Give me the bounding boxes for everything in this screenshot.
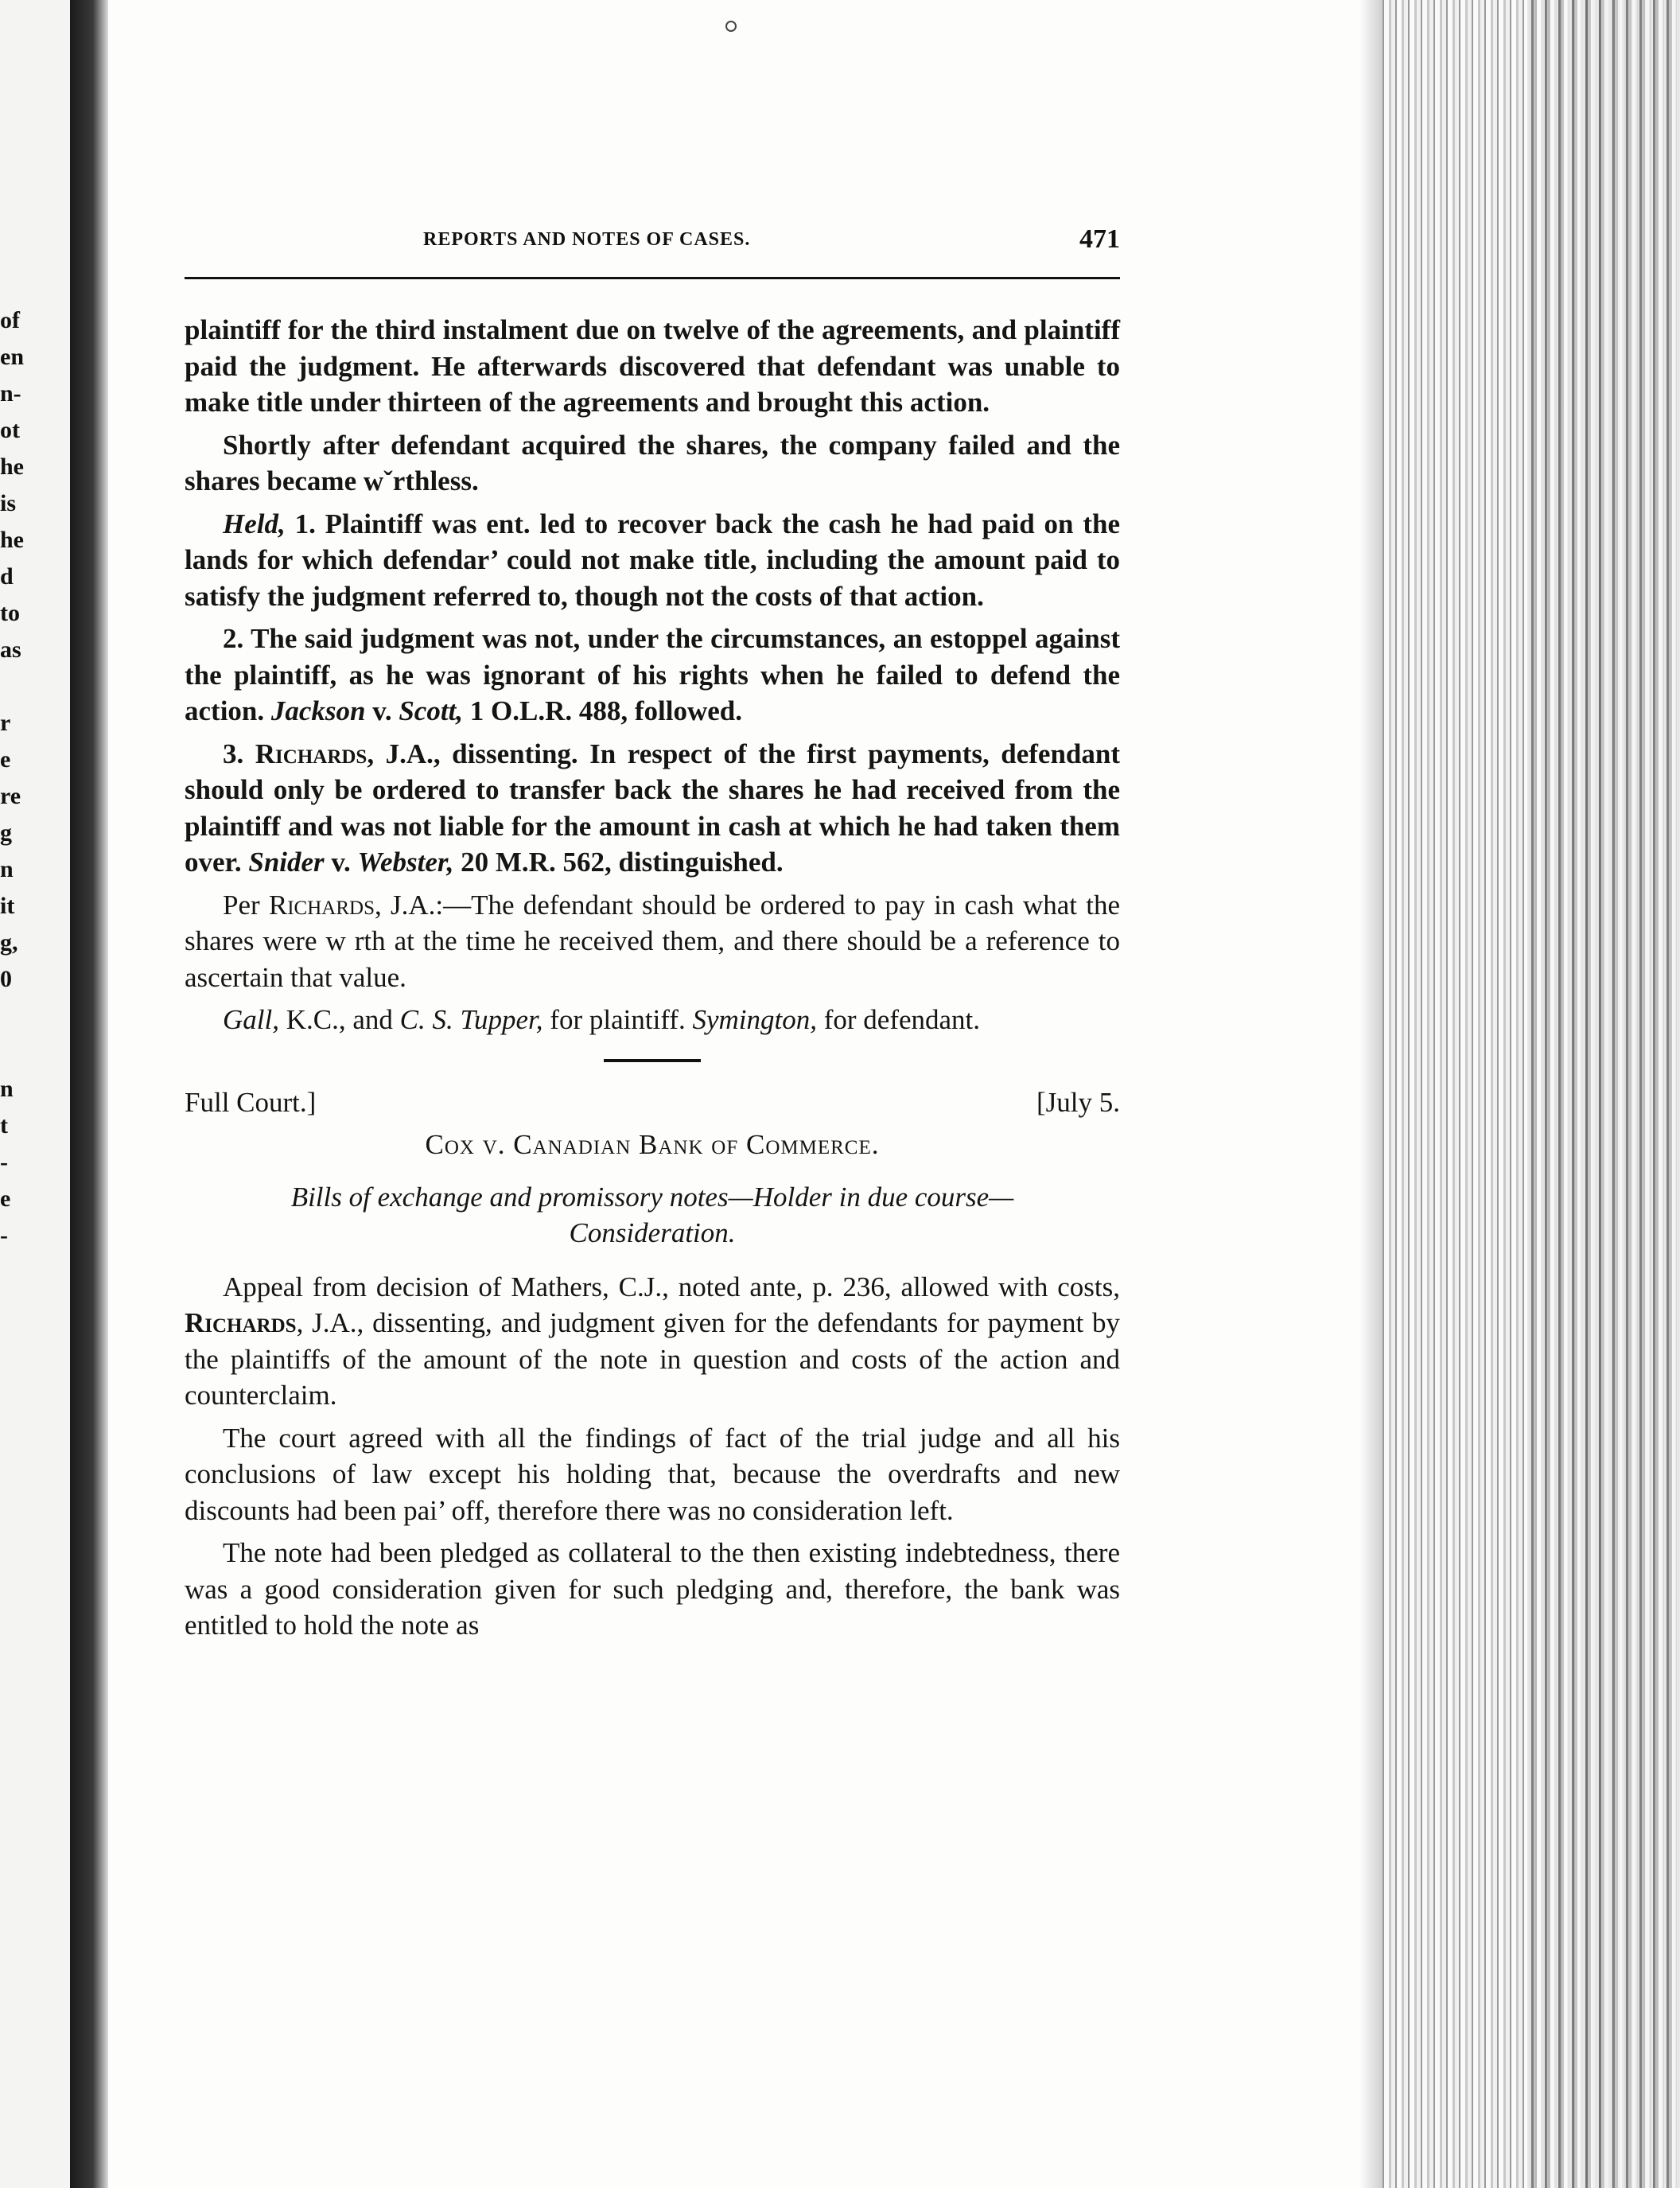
held-2-text: 2. The said judgment was not, under the circumstances, an estoppel against the plaintiff, as he was ignorant of his rights when he failed to defend the action. [185,623,1120,726]
judge-name: Richards [268,889,375,921]
paragraph-per-richards [185,887,1120,996]
left-fragment: to [0,600,20,626]
left-fragment: n- [0,380,21,407]
left-fragment: ot [0,417,20,443]
case-name: Snider [248,847,325,878]
citation-text: 20 M.R. 562, distinguished. [453,847,784,878]
left-fragment [0,1034,64,1071]
left-fragment: - [0,1222,8,1248]
court-name: Full Court.] [185,1086,317,1118]
left-fragment: is [0,490,17,516]
left-fragment: re [0,783,21,809]
counsel-name: C. S. Tupper, [399,1004,543,1035]
counsel-name: Symington, [692,1004,817,1035]
running-head-title: REPORTS AND NOTES OF CASES. [423,229,751,250]
left-fragment: n [0,856,14,882]
citation-text: 1 O.L.R. 488, followed. [463,695,743,726]
left-fragment: of [0,307,20,333]
paragraph-court-agreed: The court agreed with all the findings of fact of the trial judge and all his conclusions of law except his holding that, because the overdrafts and new discounts had been pai’ off, therefore there was no consideration left. [185,1422,1120,1526]
left-fragment: e [0,746,11,773]
case-name: Scott, [399,695,464,726]
counsel-text: for plaintiff. [542,1004,693,1035]
paragraph-held-2 [185,621,1120,730]
left-fragment: - [0,1149,8,1175]
left-fragment: 0 [0,966,12,992]
page-body [185,312,1120,1650]
left-fragment: d [0,563,14,590]
case-name: Jackson [270,695,366,726]
left-fragment: it [0,893,15,919]
versus-text: v. [365,695,399,726]
left-page-text-fragments [0,302,64,1254]
paragraph-appeal [185,1269,1120,1414]
judge-name: Richards [255,738,368,769]
counsel-text: K.C., and [278,1004,400,1035]
left-fragment: as [0,637,21,663]
left-fragment [0,668,64,705]
held-3-number: 3. [223,738,255,769]
headnote-line-2: Consideration. [569,1217,736,1248]
headnote-topic [185,1179,1120,1252]
paragraph-continuation: plaintiff for the third instalment due on twelve of the agreements, and plaintiff paid the judgment. He afterwards discovered that defendant was unable to make title under thirteen of the agreements and brought this action. [185,314,1120,418]
case-title: Cox v. Canadian Bank of Commerce. [425,1129,880,1160]
counsel-text: for defendant. [816,1004,981,1035]
left-fragment: he [0,527,24,553]
court-date-line [185,1084,1120,1121]
paragraph-counsel [185,1002,1120,1038]
paragraph-note-pledged: The note had been pledged as collateral to the then existing indebtedness, there was a good consideration given for such pledging and, therefore, the bank was entitled to hold the note as [185,1537,1120,1641]
per-richards-text: , J.A.:—The defendant should be ordered to pay in cash what the shares were w rth at the time he received them, and there should be a reference to ascertain that value. [185,889,1120,993]
counsel-name: Gall, [223,1004,279,1035]
appeal-text: , J.A., dissenting, and judgment given for the defendants for payment by the plaintiffs of the amount of the note in question and costs of the action and counterclaim. [185,1307,1120,1411]
paragraph-held-1 [185,506,1120,615]
running-head [185,224,1120,272]
left-fragment: he [0,454,24,480]
headnote-line-1: Bills of exchange and promissory notes—Holder in due course— [290,1181,1014,1213]
left-fragment: n [0,1076,14,1102]
left-fragment: r [0,710,11,736]
page-number: 471 [1079,224,1120,254]
paragraph-facts: Shortly after defendant acquired the shares, the company failed and the shares became wˇrthless. [185,429,1120,496]
left-fragment: en [0,344,24,370]
page-edge-texture [1527,0,1680,2188]
case-name: Webster, [357,847,454,878]
case-separator-rule [604,1059,701,1062]
held-label: Held, [223,508,286,539]
left-fragment: e [0,1185,11,1212]
appeal-text: Appeal from decision of Mathers, C.J., noted ante, p. 236, allowed with costs, [223,1271,1120,1302]
page-edge-shadow [1359,0,1382,2188]
decision-date: [July 5. [1036,1086,1120,1118]
held-1-text: 1. Plaintiff was ent. led to recover back the cash he had paid on the lands for which defendar’ could not make title, including the amount paid to satisfy the judgment referred to, though not the costs of that action. [185,508,1120,612]
paragraph-held-3 [185,736,1120,881]
left-fragment: t [0,1112,8,1139]
held-3-text: , J.A., dissenting. In respect of the first payments, defendant should only be ordered to transfer back the shares he had received from the plaintiff and was not liable for the amount in cash at which he had taken them over. [185,738,1120,878]
left-fragment: g [0,820,12,846]
judge-name: Richards [185,1307,297,1338]
scan-dot-mark [725,21,737,32]
per-label: Per [223,889,269,921]
header-rule [185,277,1120,279]
book-gutter-shadow [70,0,108,2188]
left-fragment: g, [0,929,18,956]
versus-text: v. [324,847,358,878]
left-fragment [0,998,64,1034]
